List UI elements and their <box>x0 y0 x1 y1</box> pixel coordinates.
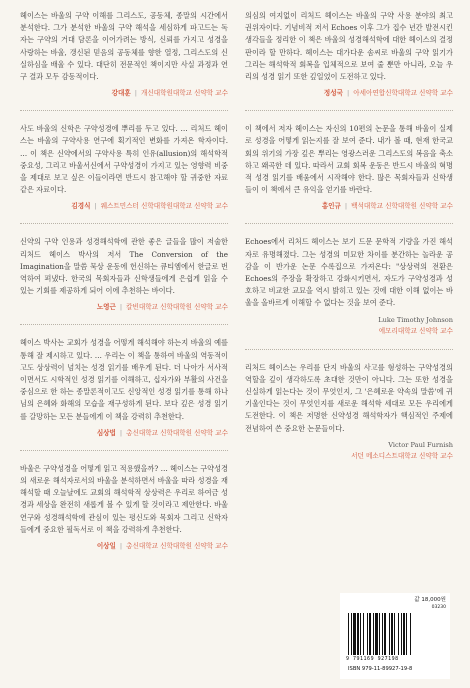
divider <box>20 450 228 451</box>
endorser-name: 김경식 <box>71 202 91 211</box>
divider <box>245 223 453 224</box>
endorsement-attribution: 노영근 | 칼빈대학교 신학대학원 신약학 교수 <box>96 303 228 312</box>
barcode-block <box>340 593 450 679</box>
endorsement-attribution: 김경식 | 웨스트민스터 신학대학원대학교 신약학 교수 <box>71 202 228 211</box>
endorsement-attribution: 홍인규 | 백석대학교 신학대학원 신약학 교수 <box>321 202 453 211</box>
endorsement-attribution: 강대훈 | 개신대학원대학교 신약학 교수 <box>111 89 228 98</box>
addon-code: 03230 <box>431 605 446 610</box>
endorser-affiliation: 총신대학교 신학대학원 신약학 교수 <box>126 428 228 437</box>
divider <box>20 324 228 325</box>
endorsement-text: 헤이스 박사는 교회가 성경을 어떻게 해석해야 하는지 바울의 예를 통해 잘 제시하고 있다. … 우리는 이 책을 통하여 바울의 역동적이고도 상상력이 넘치는 성경 읽기를 배우게 된다. 더 나아가 서사적이면서도 시학적인 성경 읽기를 이해하고, 십자가와 부활의 사건을 중심으로 한 하는 종말론적이고도 신앙적인 성경 읽기를 통해 하나님의 은혜와 화해의 모습을 재구성하게 된다. 보다 깊은 성경 읽기를 갈망하는 모든 분들에게 이 책을 강력히 추천한다. <box>20 338 228 421</box>
endorsement <box>20 123 228 211</box>
endorser-affiliation: 에모리대학교 신약학 교수 <box>378 326 453 335</box>
barcode-icon <box>348 613 442 655</box>
endorsement-attribution: 심상법 | 총신대학교 신학대학원 신약학 교수 <box>96 428 228 437</box>
endorsement-text: 헤이스는 바울의 구약 이해를 그리스도, 공동체, 종말의 시간에서 분석한다. 그가 분석한 바울의 구약 해석을 세심하게 파고드는 독자는 구약의 거대 담론을 이어가려는 방식, 신뢰를 가지고 성경을 사랑하는 바울, 갱신된 믿음의 공동체를 향한 열정, 그리스도의 신실하심을 배울 수 있다. 대단히 전문적인 책이지만 사실 과정과 연구 결과 모두 감동적이다. <box>20 11 228 82</box>
endorser-name: 홍인규 <box>321 202 341 211</box>
endorser-name-english: Luke Timothy Johnson <box>378 315 453 324</box>
isbn-label: ISBN 979-11-89927-19-8 <box>348 666 413 672</box>
endorsement <box>20 236 228 312</box>
endorsement-attribution <box>245 315 453 337</box>
endorser-affiliation: 웨스트민스터 신학대학원대학교 신약학 교수 <box>100 202 228 211</box>
endorser-affiliation: 개신대학원대학교 신약학 교수 <box>141 89 228 98</box>
endorser-name: 심상법 <box>96 428 116 437</box>
barcode-digits: 9 791169 927198 <box>346 656 399 662</box>
endorsement-attribution: 이상일 | 총신대학교 신학대학원 신약학 교수 <box>96 542 228 551</box>
endorsements-left-column <box>20 10 228 563</box>
endorsement <box>20 10 228 98</box>
endorsement-text: 바울은 구약성경을 어떻게 읽고 적용했을까? … 헤이스는 구약성경의 새로운 해석자로서의 바울을 분석하면서 바울을 따라 성경을 재해석할 때 오늘날에도 교회의 해석학적 상상력은 우리로 하여금 성경과 세상을 완전히 새롭게 볼 수 있게 할 것이라고 제안한다. 바울 연구와 성경해석학에 관심이 있는 평신도와 목회자 그리고 신학자들에게 중요한 필독서로 이 책을 강력하게 추천한다. <box>20 463 228 534</box>
endorser-affiliation: 아세아연합신학대학교 신약학 교수 <box>353 89 453 98</box>
endorser-affiliation: 칼빈대학교 신학대학원 신약학 교수 <box>126 303 228 312</box>
endorsement <box>245 10 453 98</box>
endorsement-text: 리처드 헤이스는 우리를 단지 바울의 사고를 형성하는 구약성경의 역할을 깊이 생각하도록 초대한 것만이 아니다. 그는 또한 성경을 신실하게 읽는다는 것이 무엇인지, 그 '은혜로운 약속의 말씀'에 귀 기울인다는 것이 무엇인지를 새로운 해석학 세대로 모든 우리에게 도전한다. 이 책은 저명한 신약성경 해석학자가 핵심적인 주제에 전념하여 쓴 중요한 논문들이다. <box>245 362 453 433</box>
endorsement <box>245 236 453 336</box>
divider <box>20 223 228 224</box>
endorser-affiliation: 서던 메소디스트대학교 신약학 교수 <box>351 451 453 460</box>
endorser-name: 이상일 <box>96 542 116 551</box>
endorsement-text: 의심의 여지없이 리처드 헤이스는 바울의 구약 사용 분야의 최고 권위자이다. 기념비적 저서 Echoes 이후 그가 집수 년간 발전시킨 생각들을 정리한 이 책은 바울의 성경해석학에 대한 헤이스의 결정판이라 할 만하다. 헤이스는 대가다운 솜씨로 바울의 구약 읽기가 그리는 해석학적 회복을 입체적으로 보여 줄 뿐만 아니라, 오늘 우리의 성경 읽기 또한 깊일었이 도전하고 있다. <box>245 11 453 82</box>
endorser-affiliation: 백석대학교 신학대학원 신약학 교수 <box>351 202 453 211</box>
divider <box>20 110 228 111</box>
endorsement-text: 이 책에서 저자 헤이스는 자신의 10편의 논문을 통해 바울이 실제로 성경을 어떻게 읽는지를 잘 보여 준다. 내가 볼 때, 현재 한국교회의 위기의 가장 깊은 뿌리는 영광스러운 그리스도의 복음을 축소하고 왜곡한 데 있다. 따라서 교회 회복 운동은 반드시 바울의 혁명적 성경 읽기를 배움에서 시작해야 한다. 많은 목회자들과 신학생들이 이 책에서 큰 유익을 얻기를 바란다. <box>245 124 453 195</box>
divider <box>245 110 453 111</box>
endorser-name: 노영근 <box>96 303 116 312</box>
endorsement <box>20 337 228 437</box>
endorsements-right-column <box>245 10 453 474</box>
endorsement <box>245 362 453 462</box>
price-label: 값 18,000원 <box>414 597 446 603</box>
endorsement-text: 신약의 구약 인용과 성경해석학에 관한 좋은 글들을 많이 저술한 리처드 헤이스 박사의 저서 The Conversion of the Imagination을 말씀 묵상 운동에 헌신하는 큐티엠에서 한글로 번역하여 펴냈다. 한국의 목회자들과 신학생들에게 은쉽게 읽을 수 있는 기회를 제공하게 되어 이에 추천하는 바이다. <box>20 237 228 296</box>
divider <box>245 349 453 350</box>
endorser-name: 정성국 <box>323 89 344 98</box>
endorsement-text: 사도 바울의 신학은 구약성경에 뿌리를 두고 있다. … 리처드 헤이스는 바울의 구약사용 연구에 획기적인 변화를 가져온 학자이다. … 이 책은 신약에서의 구약사용 특히 인유(allusion)의 해석학적 중요성, 그리고 바울서신에서 구약성경이 가지고 있는 영향력 비중을 제대로 보고 싶은 이들이라면 반드시 참고해야 할 귀중한 자료 같은 자료이다. <box>20 124 228 195</box>
endorsement-attribution: 정성국 | 아세아연합신학대학교 신약학 교수 <box>323 89 453 98</box>
endorsement <box>245 123 453 211</box>
endorser-affiliation: 총신대학교 신학대학원 신약학 교수 <box>126 542 228 551</box>
endorsement-attribution <box>245 440 453 462</box>
endorser-name-english: Victor Paul Furnish <box>388 440 453 449</box>
endorser-name: 강대훈 <box>111 89 131 98</box>
endorsement <box>20 463 228 551</box>
endorsement-text: Echoes에서 리처드 헤이스는 보기 드문 문학적 기량을 가진 해석자로 유명해졌다. 그는 성경의 미묘한 차이를 분간하는 놀라운 공감을 이 반가운 논문 수록집으로 가져온다: "상상력의 전환은 Echoes의 주장을 확장하고 강화시키면서, 자도가 구약성경과 성호하고 비교한 교묘을 역시 밝히고 있는 것에 대한 이해 없이는 바울을 올바르게 이해할 수 없다는 것을 보여 준다. <box>245 237 453 308</box>
